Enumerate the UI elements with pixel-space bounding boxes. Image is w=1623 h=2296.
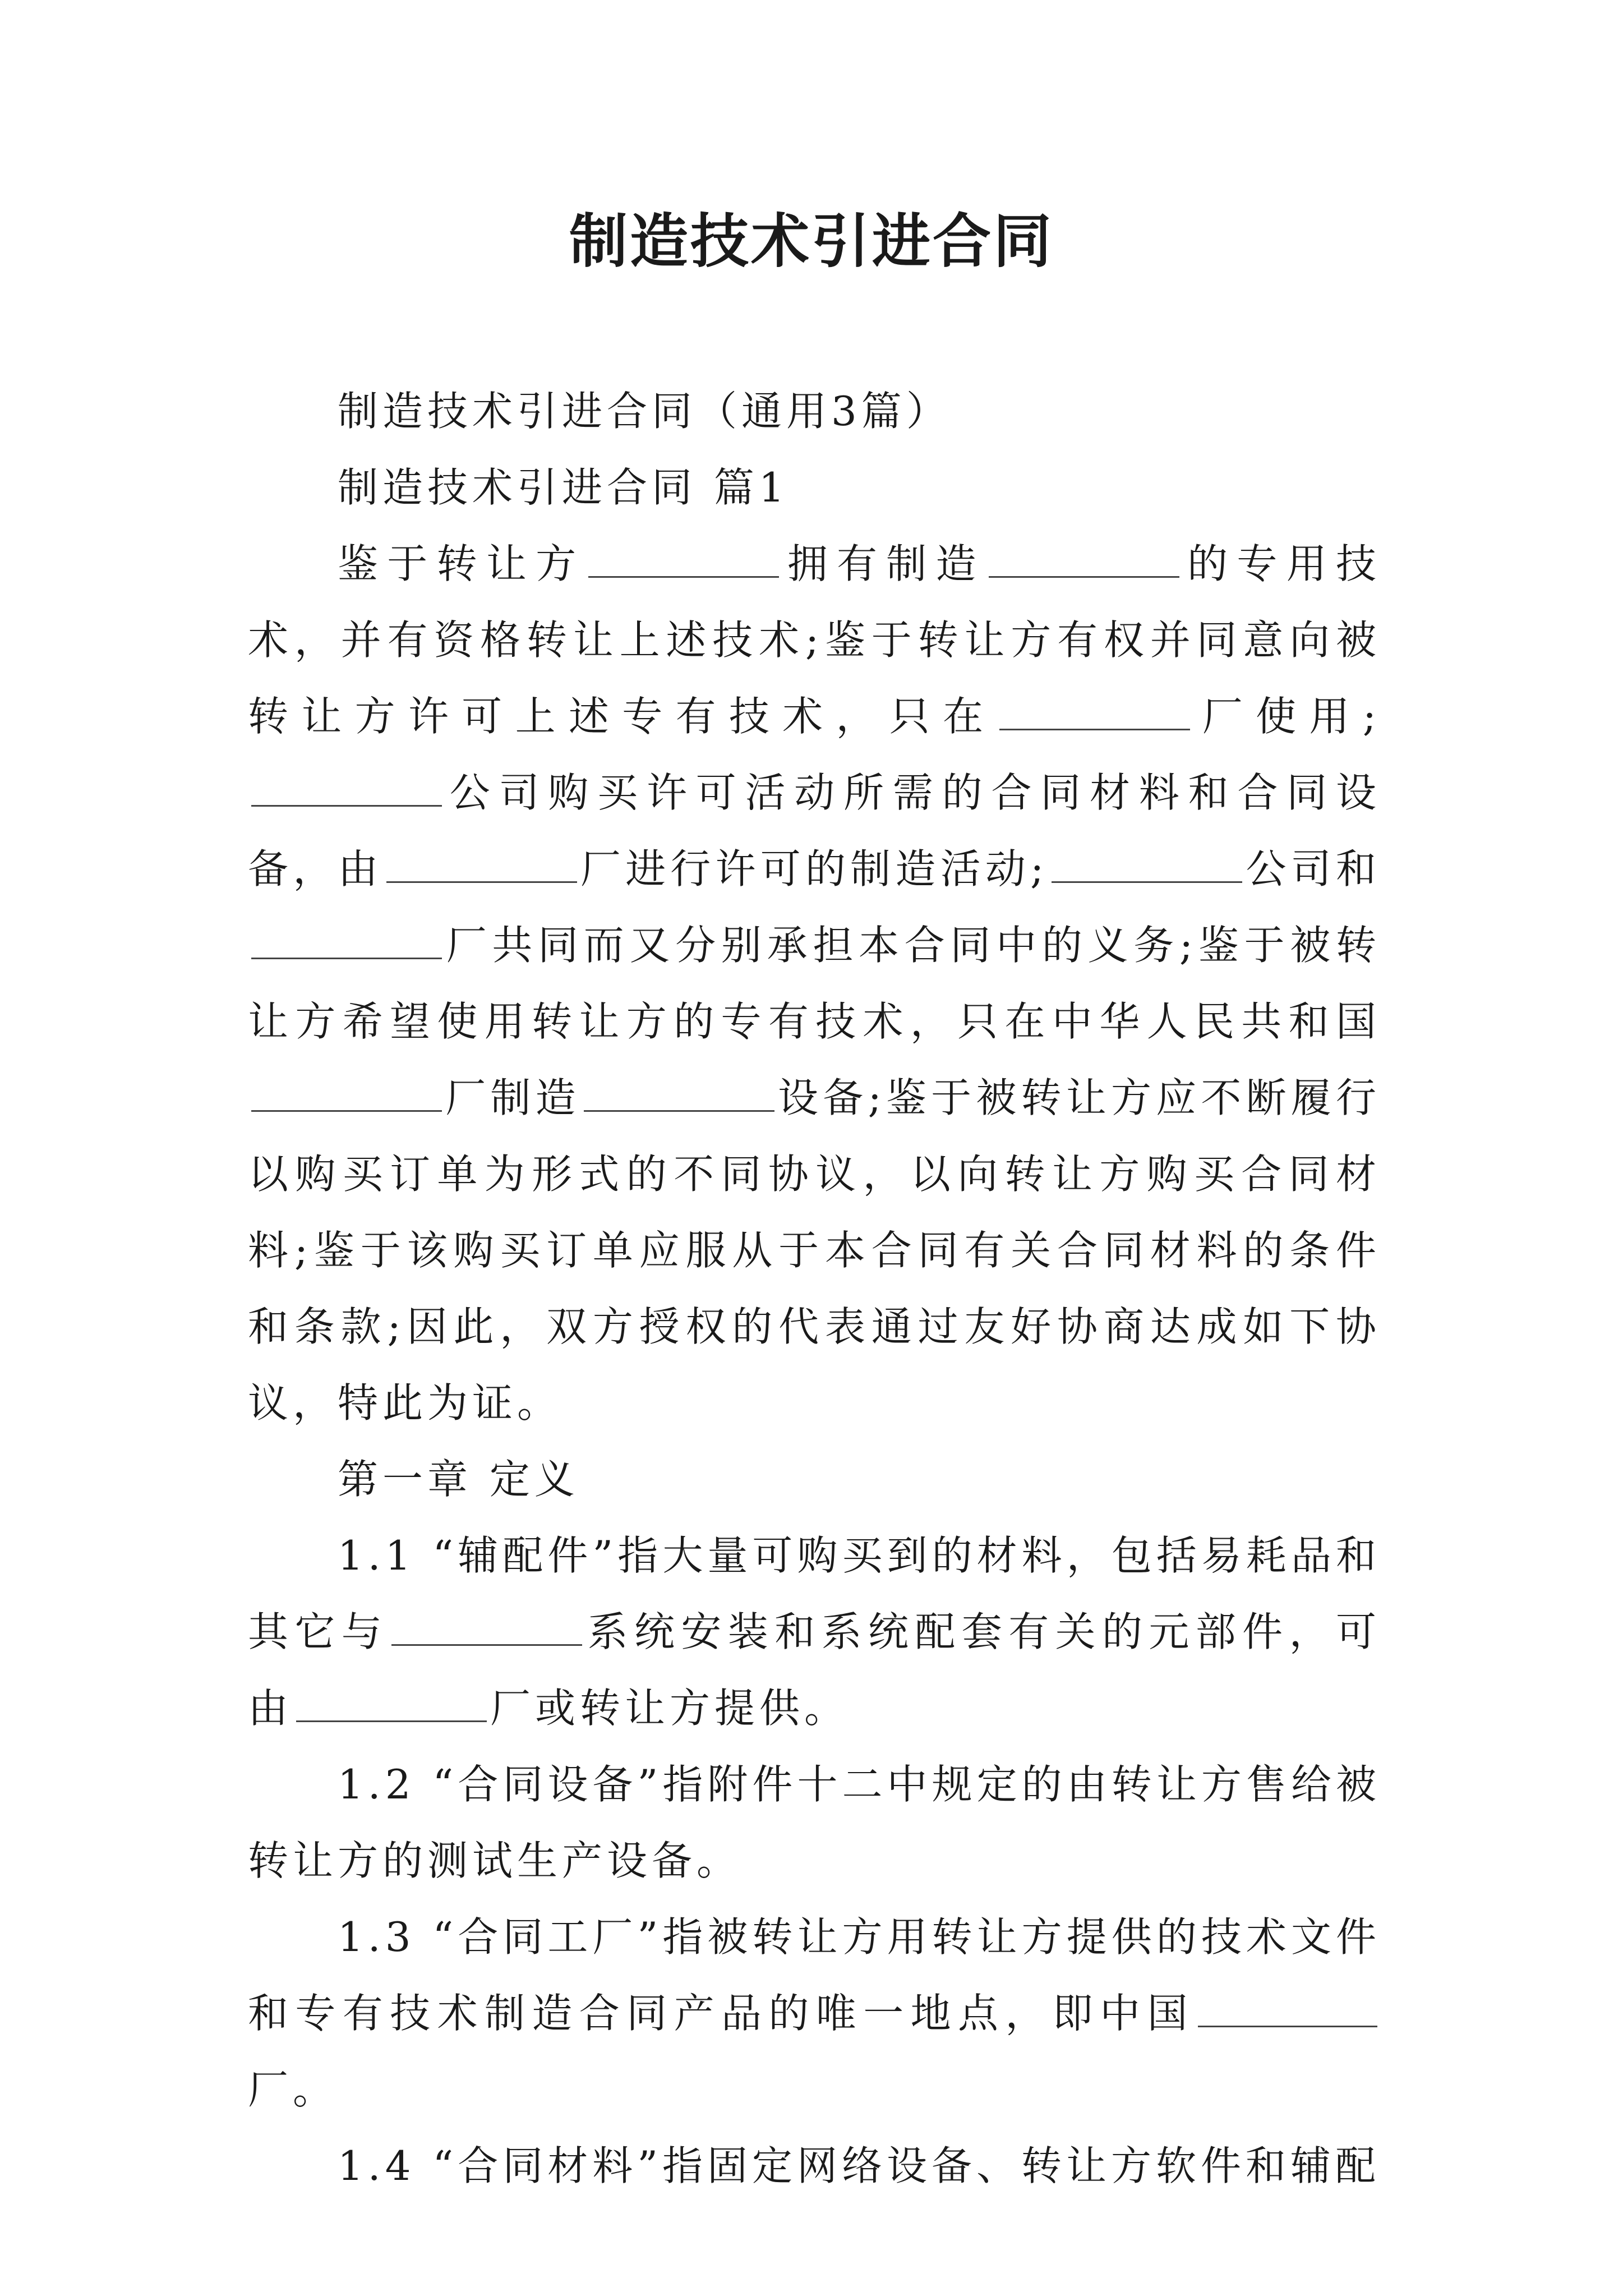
document-title: 制造技术引进合同 bbox=[569, 206, 1054, 275]
preamble-text: 公司购买许可活动所需的合同材料和合同设备，由 bbox=[248, 769, 1381, 892]
chapter-heading: 第一章 定义 bbox=[338, 1456, 579, 1503]
blank-field bbox=[1052, 836, 1242, 883]
clause-1-2: 1.2 “合同设备”指附件十二中规定的由转让方售给被转让方的测试生产设备。 bbox=[248, 1761, 1381, 1884]
blank-field bbox=[588, 531, 779, 578]
blank-field bbox=[296, 1676, 487, 1722]
clause-text: 系统安装和系统配套有关的元部件，可由 bbox=[248, 1608, 1381, 1732]
clause-text: 厂。 bbox=[248, 2066, 338, 2113]
blank-field bbox=[989, 531, 1179, 578]
blank-field bbox=[251, 1065, 442, 1112]
preamble-text: 厂使用; bbox=[1193, 693, 1381, 740]
blank-field bbox=[999, 684, 1190, 730]
preamble-text: 拥有制造 bbox=[782, 540, 985, 587]
blank-field bbox=[251, 760, 442, 807]
preamble-text: 厂共同而又分别承担本合同中的义务;鉴于被转让方希望使用转让方的专有技术，只在中华人民共和国 bbox=[248, 922, 1381, 1045]
preamble-text: 设备;鉴于被转让方应不断履行以购买订单为形式的不同协议，以向转让方购买合同材料;鉴于该购买订单应服从于本合同有关合同材料的条件和条款;因此，双方授权的代表通过友好协商达成如下协议，特此为证。 bbox=[248, 1074, 1381, 1427]
clause-1-3 bbox=[248, 1899, 1381, 2128]
preamble-text: 公司和 bbox=[1246, 845, 1381, 892]
clause-text: 1.1 “辅配件”指大量可购买到的材料，包括易耗品和其它与 bbox=[248, 1532, 1381, 1655]
blank-field bbox=[386, 836, 577, 883]
blank-field bbox=[584, 1065, 774, 1112]
clause-1-1 bbox=[248, 1517, 1381, 1746]
blank-field bbox=[391, 1599, 582, 1646]
preamble-text: 厂制造 bbox=[445, 1074, 580, 1121]
section-heading: 制造技术引进合同 篇1 bbox=[338, 464, 789, 511]
preamble-text: 鉴于转让方 bbox=[338, 540, 585, 587]
clause-text: 1.3 “合同工厂”指被转让方用转让方提供的技术文件和专有技术制造合同产品的唯一地点，即中国 bbox=[248, 1913, 1381, 2037]
blank-field bbox=[1198, 1981, 1377, 2027]
preamble-text: 厂进行许可的制造活动; bbox=[580, 845, 1049, 892]
clause-1-4: 1.4 “合同材料”指固定网络设备、转让方软件和辅配 bbox=[338, 2142, 1381, 2189]
document-body bbox=[248, 373, 1381, 2204]
preamble-paragraph bbox=[248, 526, 1381, 1441]
clause-text: 厂或转让方提供。 bbox=[490, 1685, 850, 1732]
preamble-text: 的专用技术，并有资格转让上述技术;鉴于转让方有权并同意向被转让方许可上述专有技术，只在 bbox=[248, 540, 1381, 740]
subtitle-line: 制造技术引进合同（通用3篇） bbox=[338, 388, 951, 435]
blank-field bbox=[251, 913, 442, 959]
